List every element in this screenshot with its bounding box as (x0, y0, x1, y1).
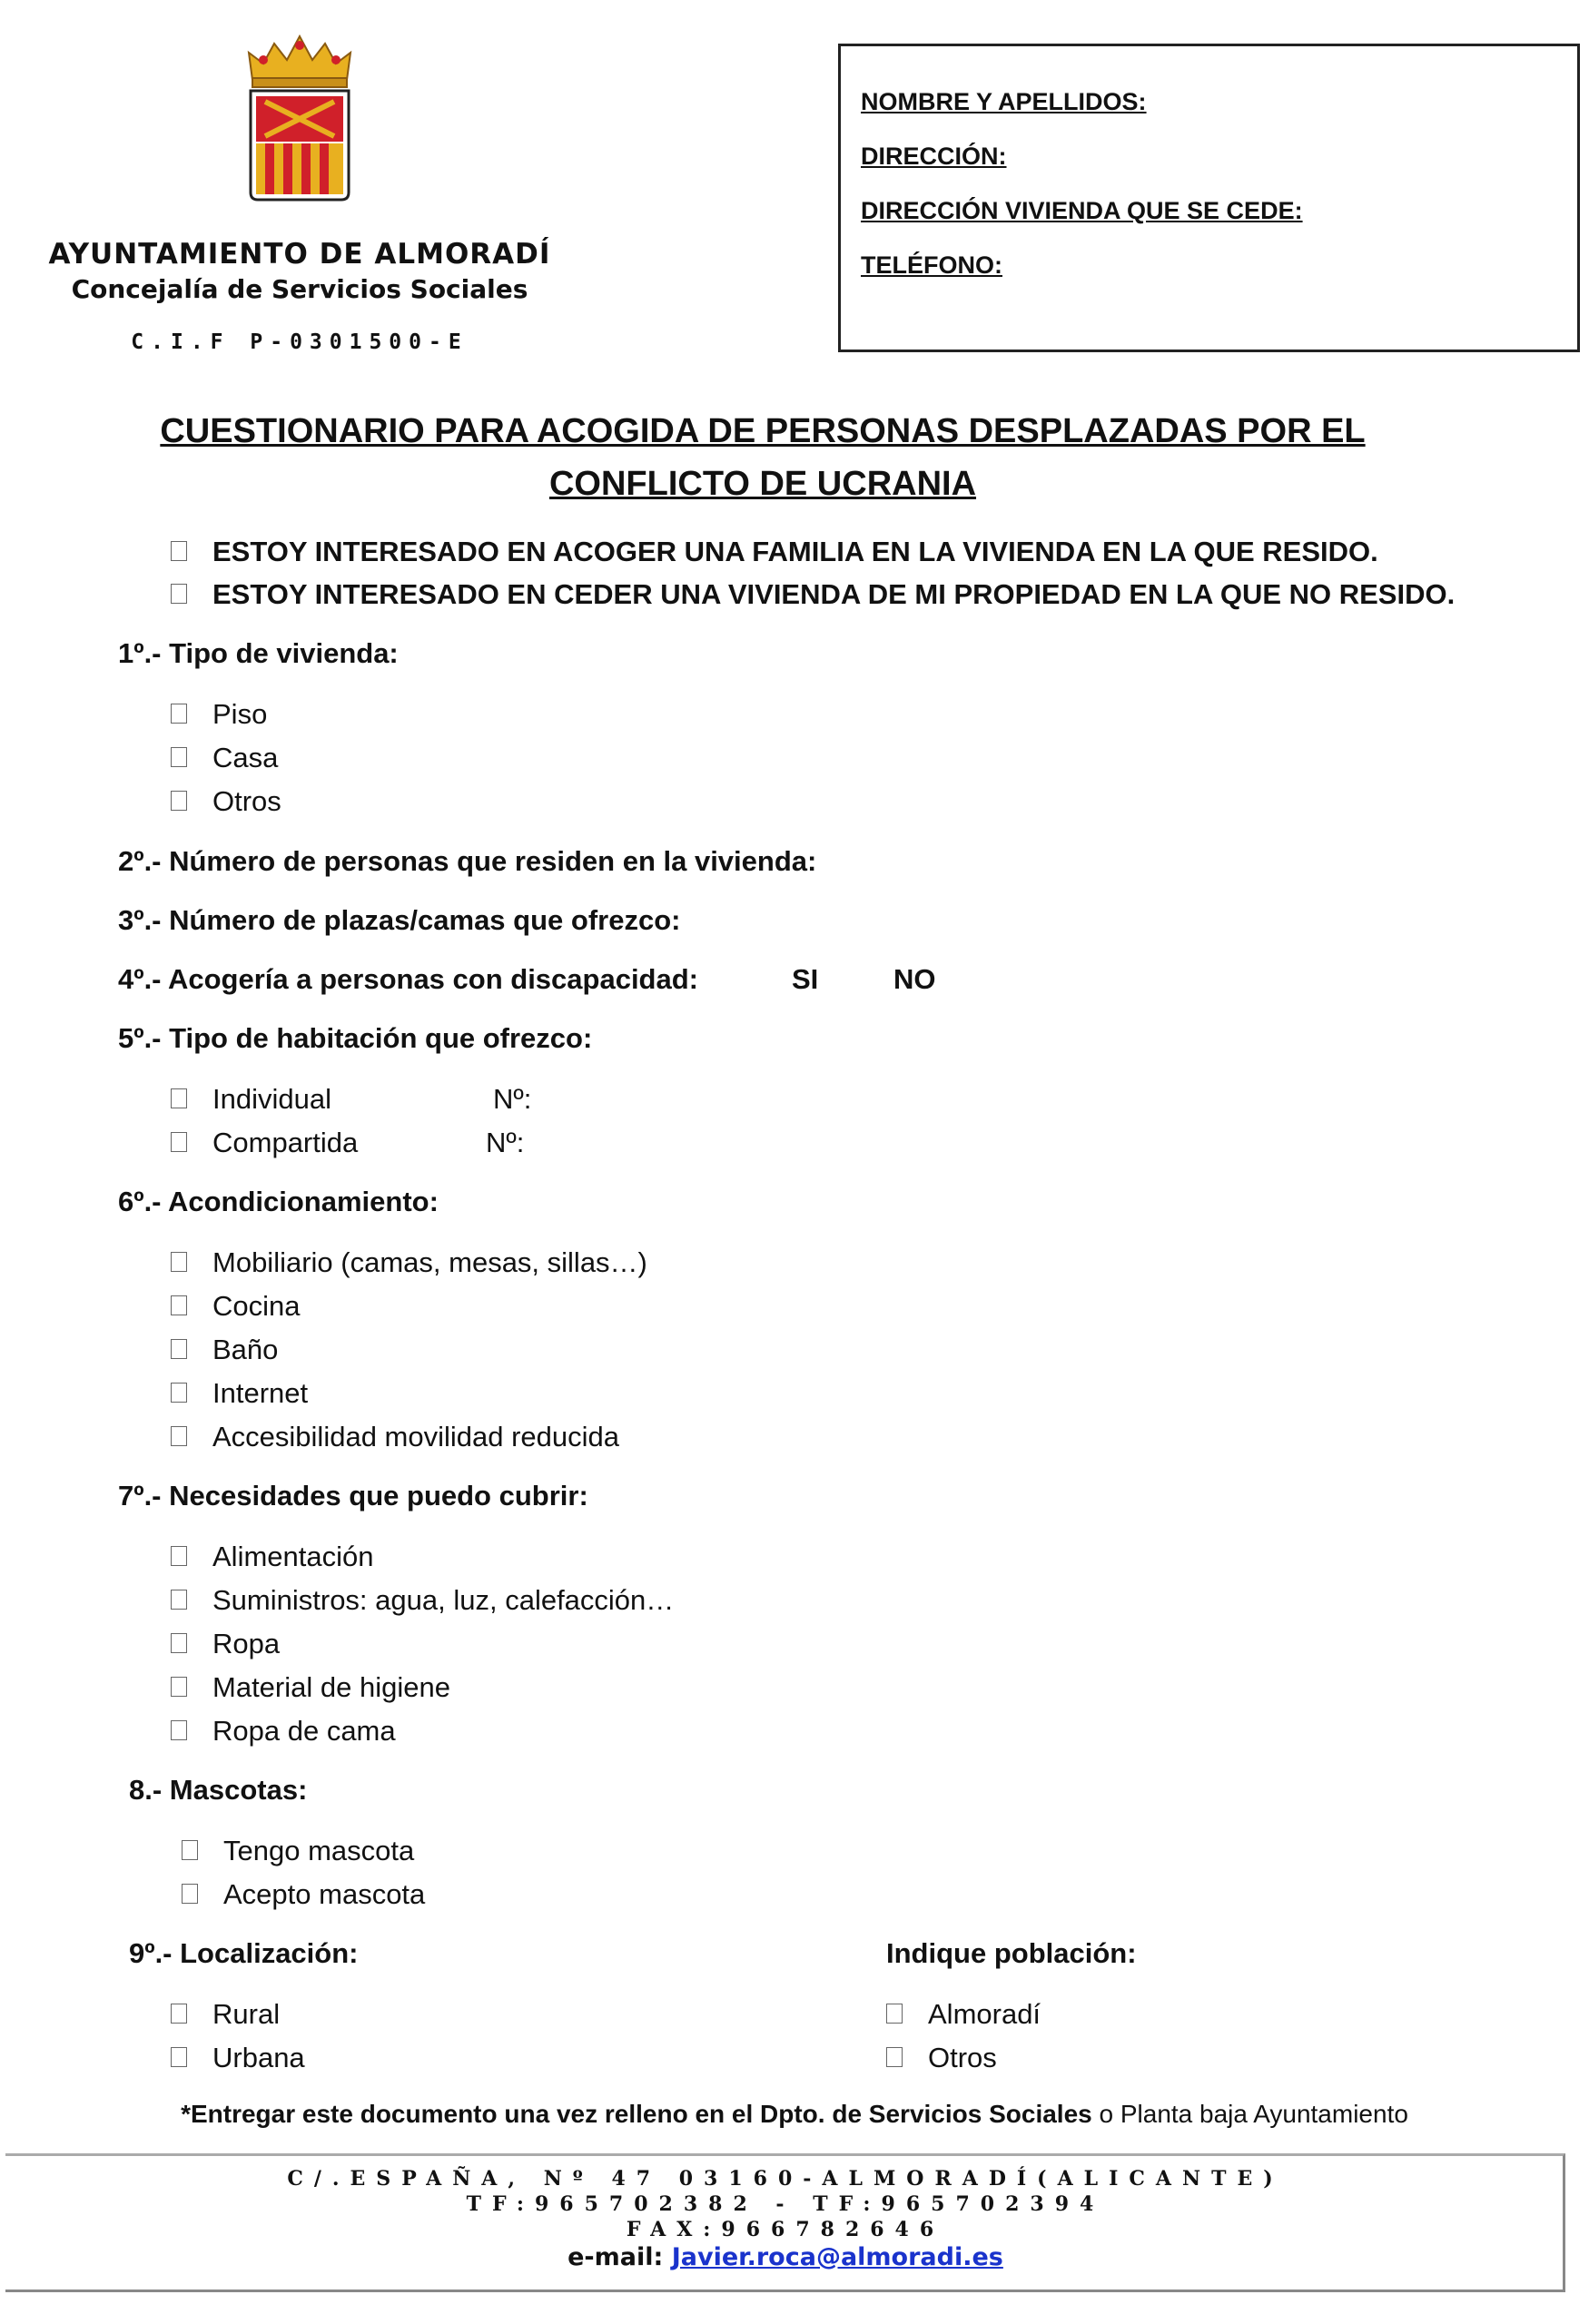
footer-fax: FAX:966782646 (626, 2218, 945, 2241)
checkbox[interactable] (171, 1088, 187, 1108)
checkbox[interactable] (171, 1720, 187, 1740)
option-label: Acepto mascota (223, 1878, 426, 1910)
checkbox[interactable] (171, 791, 187, 811)
option-suministros[interactable] (171, 1584, 674, 1617)
checkbox[interactable] (171, 584, 187, 604)
department-name: Concejalía de Servicios Sociales (71, 274, 528, 304)
option-label: Otros (928, 2042, 997, 2073)
checkbox[interactable] (182, 1840, 198, 1860)
option-label: Casa (212, 742, 279, 773)
checkbox[interactable] (171, 1252, 187, 1272)
individual-number-label: Nº: (493, 1083, 532, 1115)
delivery-instructions-normal: o Planta baja Ayuntamiento (1091, 2100, 1408, 2128)
intent-option-host[interactable] (171, 536, 1378, 568)
checkbox[interactable] (171, 704, 187, 724)
option-label: Compartida (212, 1127, 359, 1158)
option-alimentacion[interactable] (171, 1541, 373, 1573)
form-title-line1: CUESTIONARIO PARA ACOGIDA DE PERSONAS DESPLAZADAS POR EL (160, 412, 1366, 450)
option-label: Suministros: agua, luz, calefacción… (212, 1584, 675, 1616)
checkbox[interactable] (171, 1590, 187, 1610)
checkbox[interactable] (171, 2047, 187, 2067)
shared-number-label: Nº: (486, 1127, 525, 1158)
question-9-label: 9º.- Localización: (129, 1937, 359, 1969)
population-label: Indique población: (886, 1937, 1137, 1969)
intent-option-host-label: ESTOY INTERESADO EN ACOGER UNA FAMILIA EN LA VIVIENDA EN LA QUE RESIDO. (212, 536, 1378, 567)
option-label: Cocina (212, 1290, 301, 1322)
option-label: Ropa (212, 1628, 281, 1659)
ceded-address-field-label[interactable]: DIRECCIÓN VIVIENDA QUE SE CEDE: (861, 197, 1303, 224)
checkbox[interactable] (171, 1132, 187, 1152)
answer-no[interactable]: NO (893, 963, 936, 995)
option-ropa[interactable] (171, 1628, 280, 1660)
checkbox[interactable] (171, 2004, 187, 2024)
footer-email-line (5, 2243, 1565, 2271)
option-label: Baño (212, 1334, 279, 1365)
option-almoradi[interactable] (886, 1998, 1041, 2031)
question-8-label: 8.- Mascotas: (129, 1774, 308, 1806)
option-label: Accesibilidad movilidad reducida (212, 1421, 620, 1452)
option-internet[interactable] (171, 1377, 308, 1410)
question-2-label: 2º.- Número de personas que residen en la vivienda: (118, 845, 817, 877)
option-piso[interactable] (171, 698, 267, 731)
option-mobiliario[interactable] (171, 1246, 647, 1279)
question-4-label: 4º.- Acogería a personas con discapacidad: (118, 963, 698, 995)
option-otros-poblacion[interactable] (886, 2042, 997, 2074)
delivery-instructions-bold: *Entregar este documento una vez relleno en el Dpto. de Servicios Sociales (181, 2100, 1092, 2128)
question-5-label: 5º.- Tipo de habitación que ofrezco: (118, 1022, 593, 1054)
option-cocina[interactable] (171, 1290, 301, 1323)
option-individual[interactable] (171, 1083, 331, 1116)
question-7-label: 7º.- Necesidades que puedo cubrir: (118, 1480, 588, 1512)
org-name: AYUNTAMIENTO DE ALMORADÍ (48, 238, 551, 271)
delivery-instructions (91, 2100, 1498, 2129)
contact-footer (5, 2153, 1565, 2292)
checkbox[interactable] (886, 2004, 903, 2024)
question-3-label: 3º.- Número de plazas/camas que ofrezco: (118, 904, 681, 936)
checkbox[interactable] (171, 1339, 187, 1359)
email-label: e-mail: (568, 2243, 672, 2271)
option-label: Ropa de cama (212, 1715, 396, 1747)
option-accesibilidad[interactable] (171, 1421, 619, 1453)
option-label: Urbana (212, 2042, 305, 2073)
applicant-info-box (838, 44, 1580, 352)
address-field-label[interactable]: DIRECCIÓN: (861, 143, 1007, 170)
answer-yes[interactable]: SI (792, 963, 819, 995)
option-urbana[interactable] (171, 2042, 305, 2074)
checkbox[interactable] (171, 1295, 187, 1315)
option-label: Material de higiene (212, 1671, 450, 1703)
option-label: Mobiliario (camas, mesas, sillas…) (212, 1246, 647, 1278)
option-ropa-cama[interactable] (171, 1715, 396, 1748)
question-6-label: 6º.- Acondicionamiento: (118, 1186, 439, 1217)
intent-option-cede[interactable] (171, 578, 1455, 611)
option-compartida[interactable] (171, 1127, 358, 1159)
option-otros[interactable] (171, 785, 281, 818)
footer-phones: TF:965702382 - TF:965702394 (466, 2192, 1105, 2216)
option-label: Almoradí (928, 1998, 1041, 2030)
option-label: Alimentación (212, 1541, 374, 1572)
email-link[interactable]: Javier.roca@almoradi.es (671, 2243, 1003, 2271)
checkbox[interactable] (171, 1677, 187, 1697)
footer-address: C/.ESPAÑA, Nº 47 03160-ALMORADÍ(ALICANTE) (287, 2167, 1284, 2191)
option-label: Rural (212, 1998, 281, 2030)
option-tengo-mascota[interactable] (182, 1835, 414, 1867)
intent-option-cede-label: ESTOY INTERESADO EN CEDER UNA VIVIENDA DE MI PROPIEDAD EN LA QUE NO RESIDO. (212, 578, 1456, 610)
checkbox[interactable] (171, 541, 187, 561)
option-acepto-mascota[interactable] (182, 1878, 425, 1911)
option-label: Internet (212, 1377, 309, 1409)
option-higiene[interactable] (171, 1671, 450, 1704)
option-label: Individual (212, 1083, 331, 1115)
checkbox[interactable] (171, 747, 187, 767)
option-rural[interactable] (171, 1998, 280, 2031)
checkbox[interactable] (171, 1546, 187, 1566)
checkbox[interactable] (171, 1633, 187, 1653)
form-title-line2: CONFLICTO DE UCRANIA (548, 465, 977, 503)
checkbox[interactable] (886, 2047, 903, 2067)
option-label: Otros (212, 785, 281, 817)
municipal-crest-logo (243, 33, 356, 202)
cif-number: C.I.F P-0301500-E (131, 330, 469, 354)
phone-field-label[interactable]: TELÉFONO: (861, 251, 1002, 279)
option-bano[interactable] (171, 1334, 278, 1366)
checkbox[interactable] (182, 1884, 198, 1904)
option-label: Piso (212, 698, 268, 730)
name-field-label[interactable]: NOMBRE Y APELLIDOS: (861, 88, 1147, 115)
option-label: Tengo mascota (223, 1835, 415, 1866)
option-casa[interactable] (171, 742, 278, 774)
question-1-label: 1º.- Tipo de vivienda: (118, 637, 399, 669)
checkbox[interactable] (171, 1383, 187, 1403)
checkbox[interactable] (171, 1426, 187, 1446)
